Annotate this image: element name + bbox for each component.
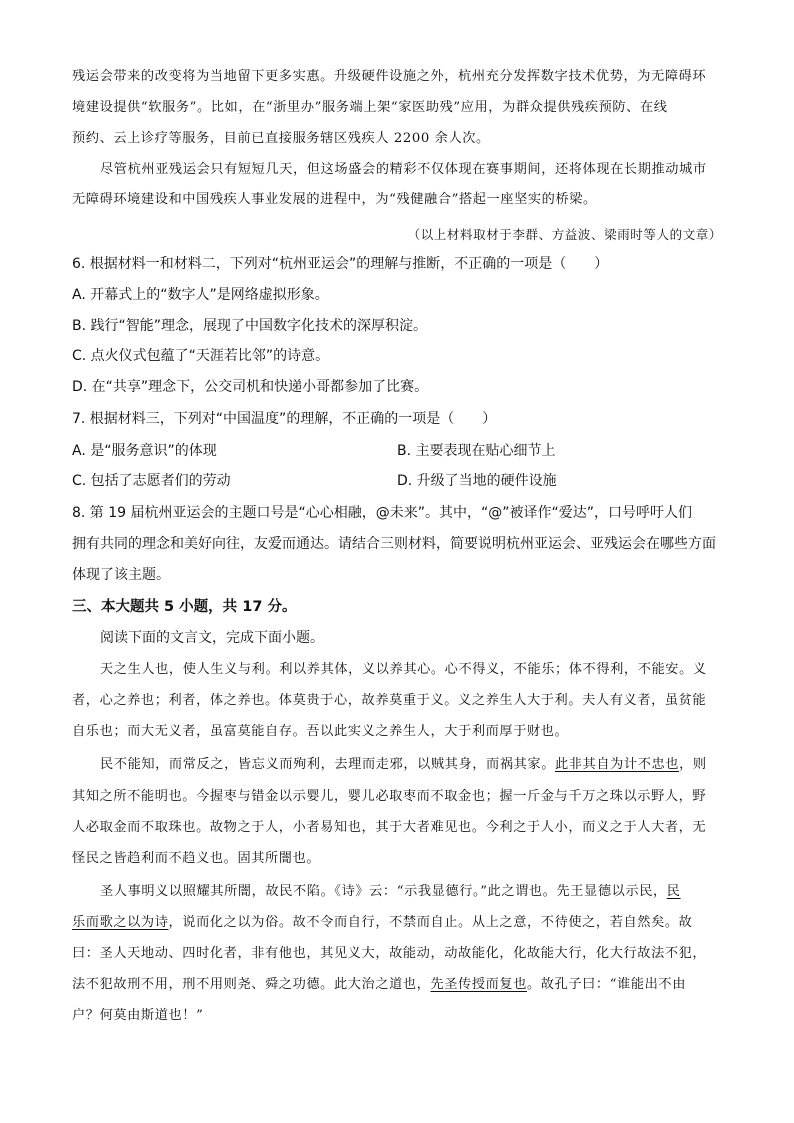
classical-p3-line-4 [72, 978, 686, 991]
source-attribution: （以上材料取材于李群、方益波、梁雨时等人的文章） [407, 227, 722, 242]
passage-line-1: 残运会带来的改变将为当地留下更多实惠。升级硬件设施之外，杭州充分发挥数字技术优势，为无障碍环 [72, 69, 707, 84]
passage-line-4: 尽管杭州亚残运会只有短短几天，但这场盛会的精彩不仅体现在赛事期间，还将体现在长期推动城市 [100, 162, 707, 177]
underlined-sentence-1: 此非其自为计不忠也 [554, 757, 680, 772]
q6-option-d[interactable]: D. 在“共享”理念下，公交司机和快递小哥都参加了比赛。 [72, 379, 429, 395]
underlined-sentence-2-end: 乐而歌之以为诗 [72, 915, 169, 930]
classical-p3-line-3: 曰：圣人天地动、四时化者，非有他也，其见义大，故能动，动故能化，化故能大行，化大行故法不犯， [72, 946, 707, 961]
classical-p3-line-4-tail: 。故孔子曰：“谁能出不由 [527, 977, 687, 992]
classical-p2-line-4: 怪民之皆趋利而不趋义也。固其所闇也。 [72, 851, 321, 866]
passage-line-2: 境建设提供“软服务”。比如，在“浙里办”服务端上架“家医助残”应用，为群众提供残疾预防、在线 [72, 100, 668, 115]
classical-p2-line-1 [100, 758, 707, 771]
classical-p2-line-2: 其知之所不能明也。今握枣与错金以示婴儿，婴儿必取枣而不取金也；握一斤金与千万之珠以示野人，野 [72, 789, 707, 804]
passage-line-3: 预约、云上诊疗等服务，目前已直接服务辖区残疾人 2200 余人次。 [72, 131, 490, 146]
classical-p1-line-3: 自乐也；而大无义者，虽富莫能自存。吾以此实义之养生人，大于利而厚于财也。 [72, 724, 569, 739]
q7-option-d[interactable]: D. 升级了当地的硬件设施 [397, 473, 557, 489]
q6-option-a[interactable]: A. 开幕式上的“数字人”是网络虚拟形象。 [72, 287, 329, 303]
q7-stem: 7. 根据材料三，下列对“中国温度”的理解，不正确的一项是（ ） [72, 411, 497, 427]
q8-line-2: 拥有共同的理念和美好向往，友爱而通达。请结合三则材料，简要说明杭州亚运会、亚残运会在哪些方面 [72, 536, 716, 552]
classical-p3-line-5: 户？何莫由斯道也！” [72, 1008, 204, 1023]
classical-p2-line-1-tail: ，则 [679, 757, 707, 772]
classical-p3-line-2-text: ，说而化之以为俗。故不令而自行，不禁而自止。从上之意，不待使之，若自然矣。故 [168, 915, 693, 930]
underlined-sentence-3: 先圣传授而复也 [430, 977, 527, 992]
q6-stem: 6. 根据材料一和材料二，下列对“杭州亚运会”的理解与推断，不正确的一项是（ ） [72, 256, 609, 272]
section-instruction: 阅读下面的文言文，完成下面小题。 [100, 630, 324, 646]
q7-option-b[interactable]: B. 主要表现在贴心细节上 [397, 443, 556, 459]
section-heading: 三、本大题共 5 小题，共 17 分。 [72, 599, 297, 615]
underlined-sentence-2-start: 民 [666, 884, 681, 899]
q6-option-b[interactable]: B. 践行“智能”理念，展现了中国数字化技术的深厚积淀。 [72, 318, 428, 334]
classical-p3-line-1 [100, 885, 681, 898]
classical-p3-line-2 [72, 916, 692, 929]
classical-p1-line-2: 者，心之养也；利者，体之养也。体莫贵于心，故养莫重于义。义之养生人大于利。夫人有义者，虽贫能 [72, 693, 707, 708]
classical-p1-line-1: 天之生人也，使人生义与利。利以养其体，义以养其心。心不得义，不能乐；体不得利，不能安。义 [100, 662, 707, 677]
classical-p2-line-3: 人必取金而不取珠也。故物之于人，小者易知也，其于大者难见也。今利之于人小，而义之于人大者，无 [72, 820, 707, 835]
q6-option-c[interactable]: C. 点火仪式包蕴了“天涯若比邻”的诗意。 [72, 348, 330, 364]
classical-p2-line-1-text: 民不能知，而常反之，皆忘义而殉利，去理而走邪，以贼其身，而祸其家。 [100, 757, 555, 772]
q8-line-3: 体现了该主题。 [72, 567, 170, 583]
classical-p3-line-1-text: 圣人事明义以照耀其所闇，故民不陷。《诗》云：“示我显德行。”此之谓也。先王显德以示民， [100, 884, 667, 899]
q7-option-a[interactable]: A. 是“服务意识”的体现 [72, 443, 217, 459]
passage-line-5: 无障碍环境建设和中国残疾人事业发展的进程中，为“残健融合”搭起一座坚实的桥梁。 [72, 192, 597, 207]
classical-p3-line-4-text: 法不犯故刑不用，刑不用则尧、舜之功德。此大治之道也， [72, 977, 431, 992]
q7-option-c[interactable]: C. 包括了志愿者们的劳动 [72, 473, 231, 489]
q8-line-1: 8. 第 19 届杭州亚运会的主题口号是“心心相融，@未来”。其中，“@”被译作“爱达”，口号呼吁人们 [72, 505, 693, 521]
